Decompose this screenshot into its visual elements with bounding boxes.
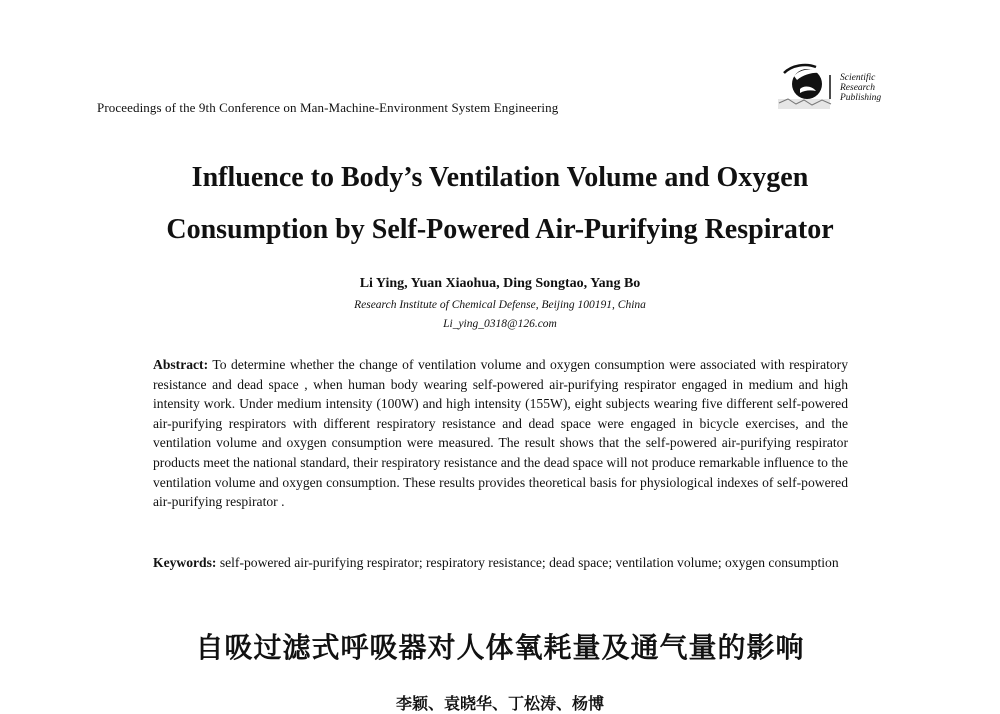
abstract-label: Abstract:	[153, 357, 209, 372]
keywords	[153, 553, 848, 573]
keywords-label: Keywords:	[153, 555, 217, 570]
publisher-logo	[776, 63, 896, 113]
proceedings-header: Proceedings of the 9th Conference on Man-Machine-Environment System Engineering	[97, 100, 559, 115]
author-email: Li_ying_0318@126.com	[443, 318, 557, 330]
keywords-text: self-powered air-purifying respirator; respiratory resistance; dead space; ventilation volume; oxygen consumption	[216, 555, 839, 570]
srp-globe-icon	[776, 63, 834, 111]
publisher-logo-text: Scientific Research Publishing	[840, 73, 882, 103]
chinese-title: 自吸过滤式呼吸器对人体氧耗量及通气量的影响	[195, 631, 805, 664]
authors: Li Ying, Yuan Xiaohua, Ding Songtao, Yang Bo	[359, 276, 641, 291]
affiliation: Research Institute of Chemical Defense, Beijing 100191, China	[354, 299, 646, 311]
paper-title-line-2: Consumption by Self-Powered Air-Purifying Respirator	[166, 214, 834, 245]
paper-title-line-1: Influence to Body’s Ventilation Volume and Oxygen	[191, 162, 809, 193]
chinese-authors: 李颖、袁晓华、丁松涛、杨博	[395, 694, 604, 713]
abstract-text: To determine whether the change of ventilation volume and oxygen consumption were associated with respiratory resistance and dead space , when human body wearing self-powered air-purifying respirator engaged in medium and high intensity work. Under medium intensity (100W) and high intensity (155W), eight subjects wearing five different self-powered air-purifying respirators with different respiratory resistance and dead space were engaged in bicycle exercises, and the ventilation volume and oxygen consumption were measured. The result shows that the self-powered air-purifying respirator products meet the national standard, their respiratory resistance and the dead space will not produce remarkable influence to the ventilation volume and oxygen consumption. These results provides theoretical basis for physiological indexes of self-powered air-purifying respirator .	[153, 357, 848, 510]
abstract	[153, 355, 848, 512]
